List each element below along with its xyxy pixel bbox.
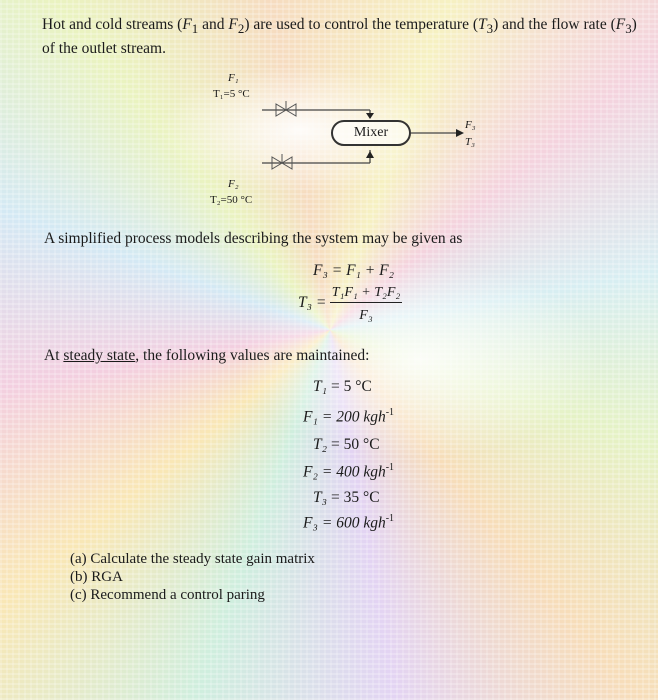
- value-sup: -1: [385, 407, 395, 418]
- steady-state-underlined: steady state: [63, 347, 136, 364]
- value-f3: [303, 513, 394, 532]
- var-t3: T: [478, 16, 487, 33]
- question-b: (b) RGA: [70, 569, 123, 585]
- stream2-flow-label: F₂: [228, 178, 239, 190]
- intro-text: ) and the flow rate (: [493, 16, 616, 33]
- stream2-temp-label: T₂=50 °C: [210, 194, 253, 206]
- intro-text: ) of the outlet stream.: [42, 16, 637, 58]
- sub-2: 2: [237, 21, 245, 37]
- stream1-temp-label: T₁=5 °C: [213, 88, 250, 100]
- value-var: F₁: [303, 408, 318, 426]
- question-a: (a) Calculate the steady state gain matrix: [70, 551, 315, 567]
- valve1-icon[interactable]: [276, 101, 296, 116]
- var-f2: F: [228, 16, 238, 33]
- outlet-temp-label: T₃: [465, 136, 475, 148]
- value-f1: [303, 407, 394, 426]
- steady-state-intro: [44, 347, 369, 365]
- process-diagram: [0, 0, 658, 230]
- value-f2: [303, 462, 394, 481]
- sub-1: 1: [191, 21, 199, 37]
- value-t3: [313, 489, 380, 507]
- value-val: = 600 kgh: [321, 514, 386, 532]
- eq1-rhs: = F₁ + F₂: [331, 262, 394, 279]
- equation-energy-balance-lhs: T₃ =: [298, 294, 327, 311]
- equation-energy-balance-numerator: T₁F₁ + T₂F₂: [330, 284, 402, 303]
- valve2-icon[interactable]: [272, 154, 292, 169]
- intro-text: Hot and cold streams (: [42, 16, 183, 33]
- eq1-lhs: F₃: [313, 262, 328, 279]
- value-sup: -1: [385, 462, 395, 473]
- sub-3: 3: [486, 21, 494, 37]
- model-intro: A simplified process models describing the system may be given as: [44, 230, 463, 247]
- value-val: = 200 kgh: [321, 408, 386, 426]
- value-sup: -1: [385, 513, 395, 524]
- intro-text: and: [198, 16, 229, 33]
- outlet-arrow: [456, 129, 464, 137]
- value-var: F₂: [303, 463, 318, 481]
- var-f3: F: [615, 16, 626, 33]
- var-f1: F: [182, 16, 192, 33]
- question-c: (c) Recommend a control paring: [70, 587, 265, 603]
- value-val: = 400 kgh: [321, 463, 386, 481]
- stream1-arrow: [366, 113, 374, 119]
- value-t1: [313, 378, 372, 396]
- value-val: = 50 °C: [331, 436, 380, 453]
- mixer-unit[interactable]: Mixer: [331, 120, 411, 146]
- value-t2: [313, 436, 380, 454]
- outlet-flow-label: F₃: [465, 119, 476, 131]
- diagram-lines: [0, 0, 658, 230]
- value-val: = 5 °C: [331, 378, 372, 395]
- intro-text: ) are used to control the temperature (: [244, 16, 479, 33]
- steady-rest: , the following values are maintained:: [135, 347, 370, 364]
- equation-energy-balance-denominator: F₃: [359, 308, 373, 323]
- stream2-arrow: [366, 151, 374, 158]
- steady-lead: At: [44, 347, 64, 364]
- stream1-flow-label: F₁: [228, 72, 239, 84]
- value-val: = 35 °C: [331, 489, 380, 506]
- value-var: T₁: [313, 378, 328, 395]
- value-var: T₂: [313, 436, 328, 453]
- value-var: T₃: [313, 489, 328, 506]
- equation-flow-balance: [313, 262, 394, 280]
- sub-3b: 3: [625, 21, 632, 37]
- value-var: F₃: [303, 514, 318, 532]
